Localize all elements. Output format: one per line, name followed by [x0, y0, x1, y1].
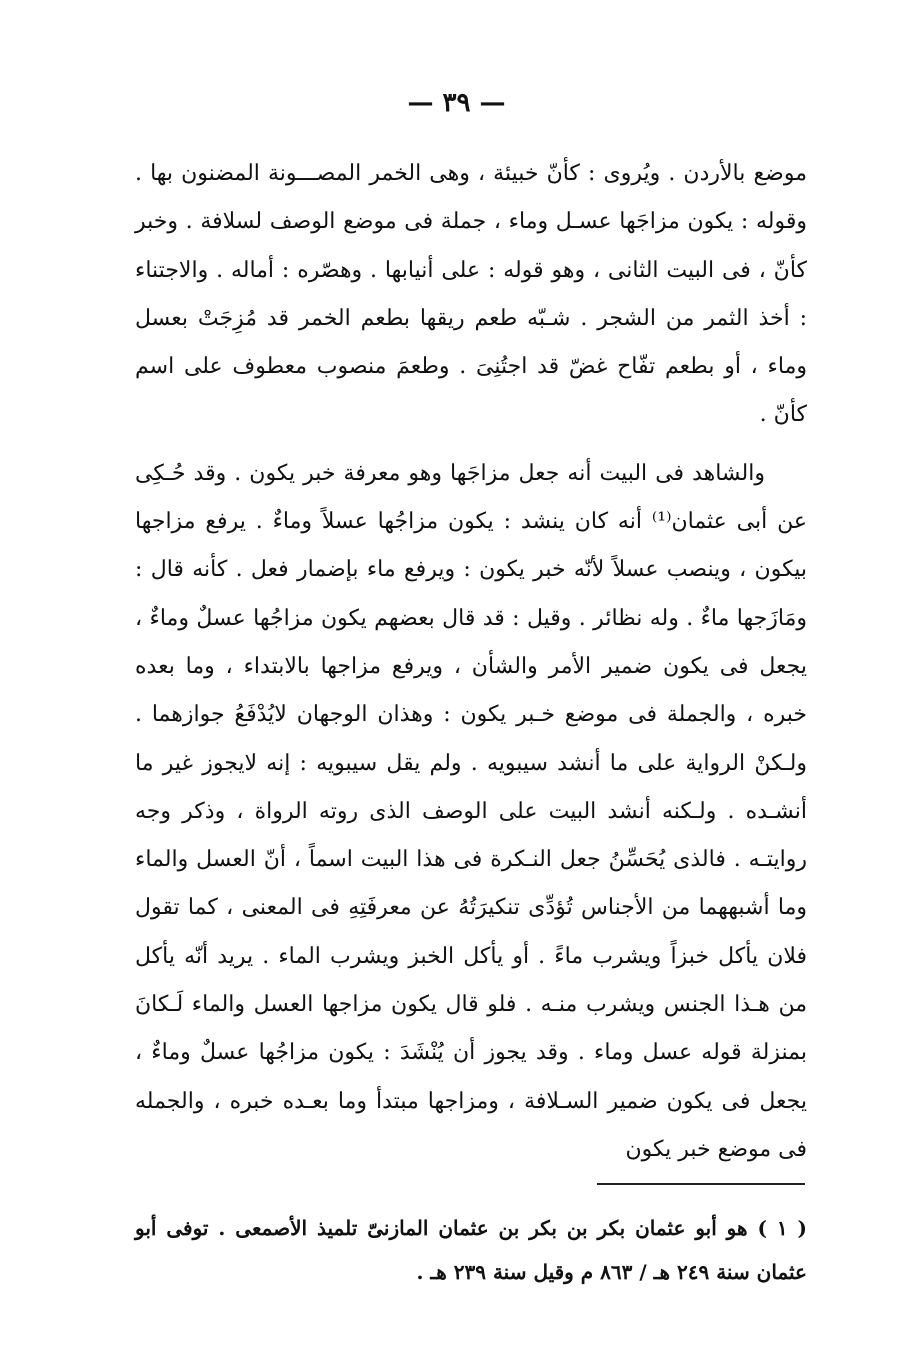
footnote-divider	[597, 1183, 805, 1185]
main-text	[135, 150, 807, 1174]
paragraph-commentary: موضع بالأردن . ويُروى : كأنّ خبيئة ، وهى الخمر المصـــونة المضنون بها . وقوله : يكون مزاجَها عسـل وماء ، جملة فى موضع الوصف لسلافة . وخبر كأنّ ، فى البيت الثانى ، وهو قوله : على أنيابها . وهصّره : أماله . والاجتناء : أخذ الثمر من الشجر . شـبّه طعم ريقها بطعم الخمر قد مُزِجَتْ بعسل وماء ، أو بطعم تفّاح غضّ قد اجتُنِىَ . وطعمَ منصوب معطوف على اسم كأنّ .	[135, 161, 807, 428]
footnote: ( ١ ) هو أبو عثمان بكر بن بكر بن عثمان المازنىّ تلميذ الأصمعى . توفى أبو عثمان سنة ٢٤٩ هـ / ٨٦٣ م وقيل سنة ٢٣٩ هـ .	[135, 1216, 807, 1284]
page-number: — ٣٩ —	[407, 88, 506, 118]
paragraph-grammar-discussion: والشاهد فى البيت أنه جعل مزاجَها وهو معرفة خبر يكون . وقد حُـكِى عن أبى عثمان⁽¹⁾ أنه كان ينشد : يكون مزاجُها عسلاً وماءٌ . يرفع مزاجها بيكون ، وينصب عسلاً لأنّه خبر يكون : ويرفع ماء بإضمار فعل . كأنه قال : ومَازَجها ماءٌ . وله نظائر . وقيل : قد قال بعضهم يكون مزاجُها عسلٌ وماءٌ ، يجعل فى يكون ضمير الأمر والشأن ، ويرفع مزاجها بالابتداء ، وما بعده خبره ، والجملة فى موضع خـبر يكون : وهذان الوجهان لايُدْفَعُ جوازهما . ولـكنْ الرواية على ما أنشد سيبويه . ولم يقل سيبويه : إنه لايجوز غير ما أنشـده . ولـكنه أنشد البيت على الوصف الذى روته الرواة ، وذكر وجه روايتـه . فالذى يُحَسِّنُ جعل النـكرة فى هذا البيت اسماً ، أنّ العسل والماء وما أشبههما من الأجناس تُؤدِّى تنكيرَتُهُ عن معرفَتِهِ فى المعنى ، كما تقول فلان يأكل خبزاً ويشرب ماءً . أو يأكل الخبز ويشرب الماء . يريد أنّه يأكل من هـذا الجنس ويشرب منـه . فلو قال يكون مزاجها العسل والماء لَـكانَ بمنزلة قوله عسل وماء . وقد يجوز أن يُنْشَدَ : يكون مزاجُها عسلٌ وماءٌ ، يجعل فى يكون ضمير السـلافة ، ومزاجها مبتدأ وما بعـده خبره ، والجمله فى موضع خبر يكون	[135, 460, 807, 1162]
